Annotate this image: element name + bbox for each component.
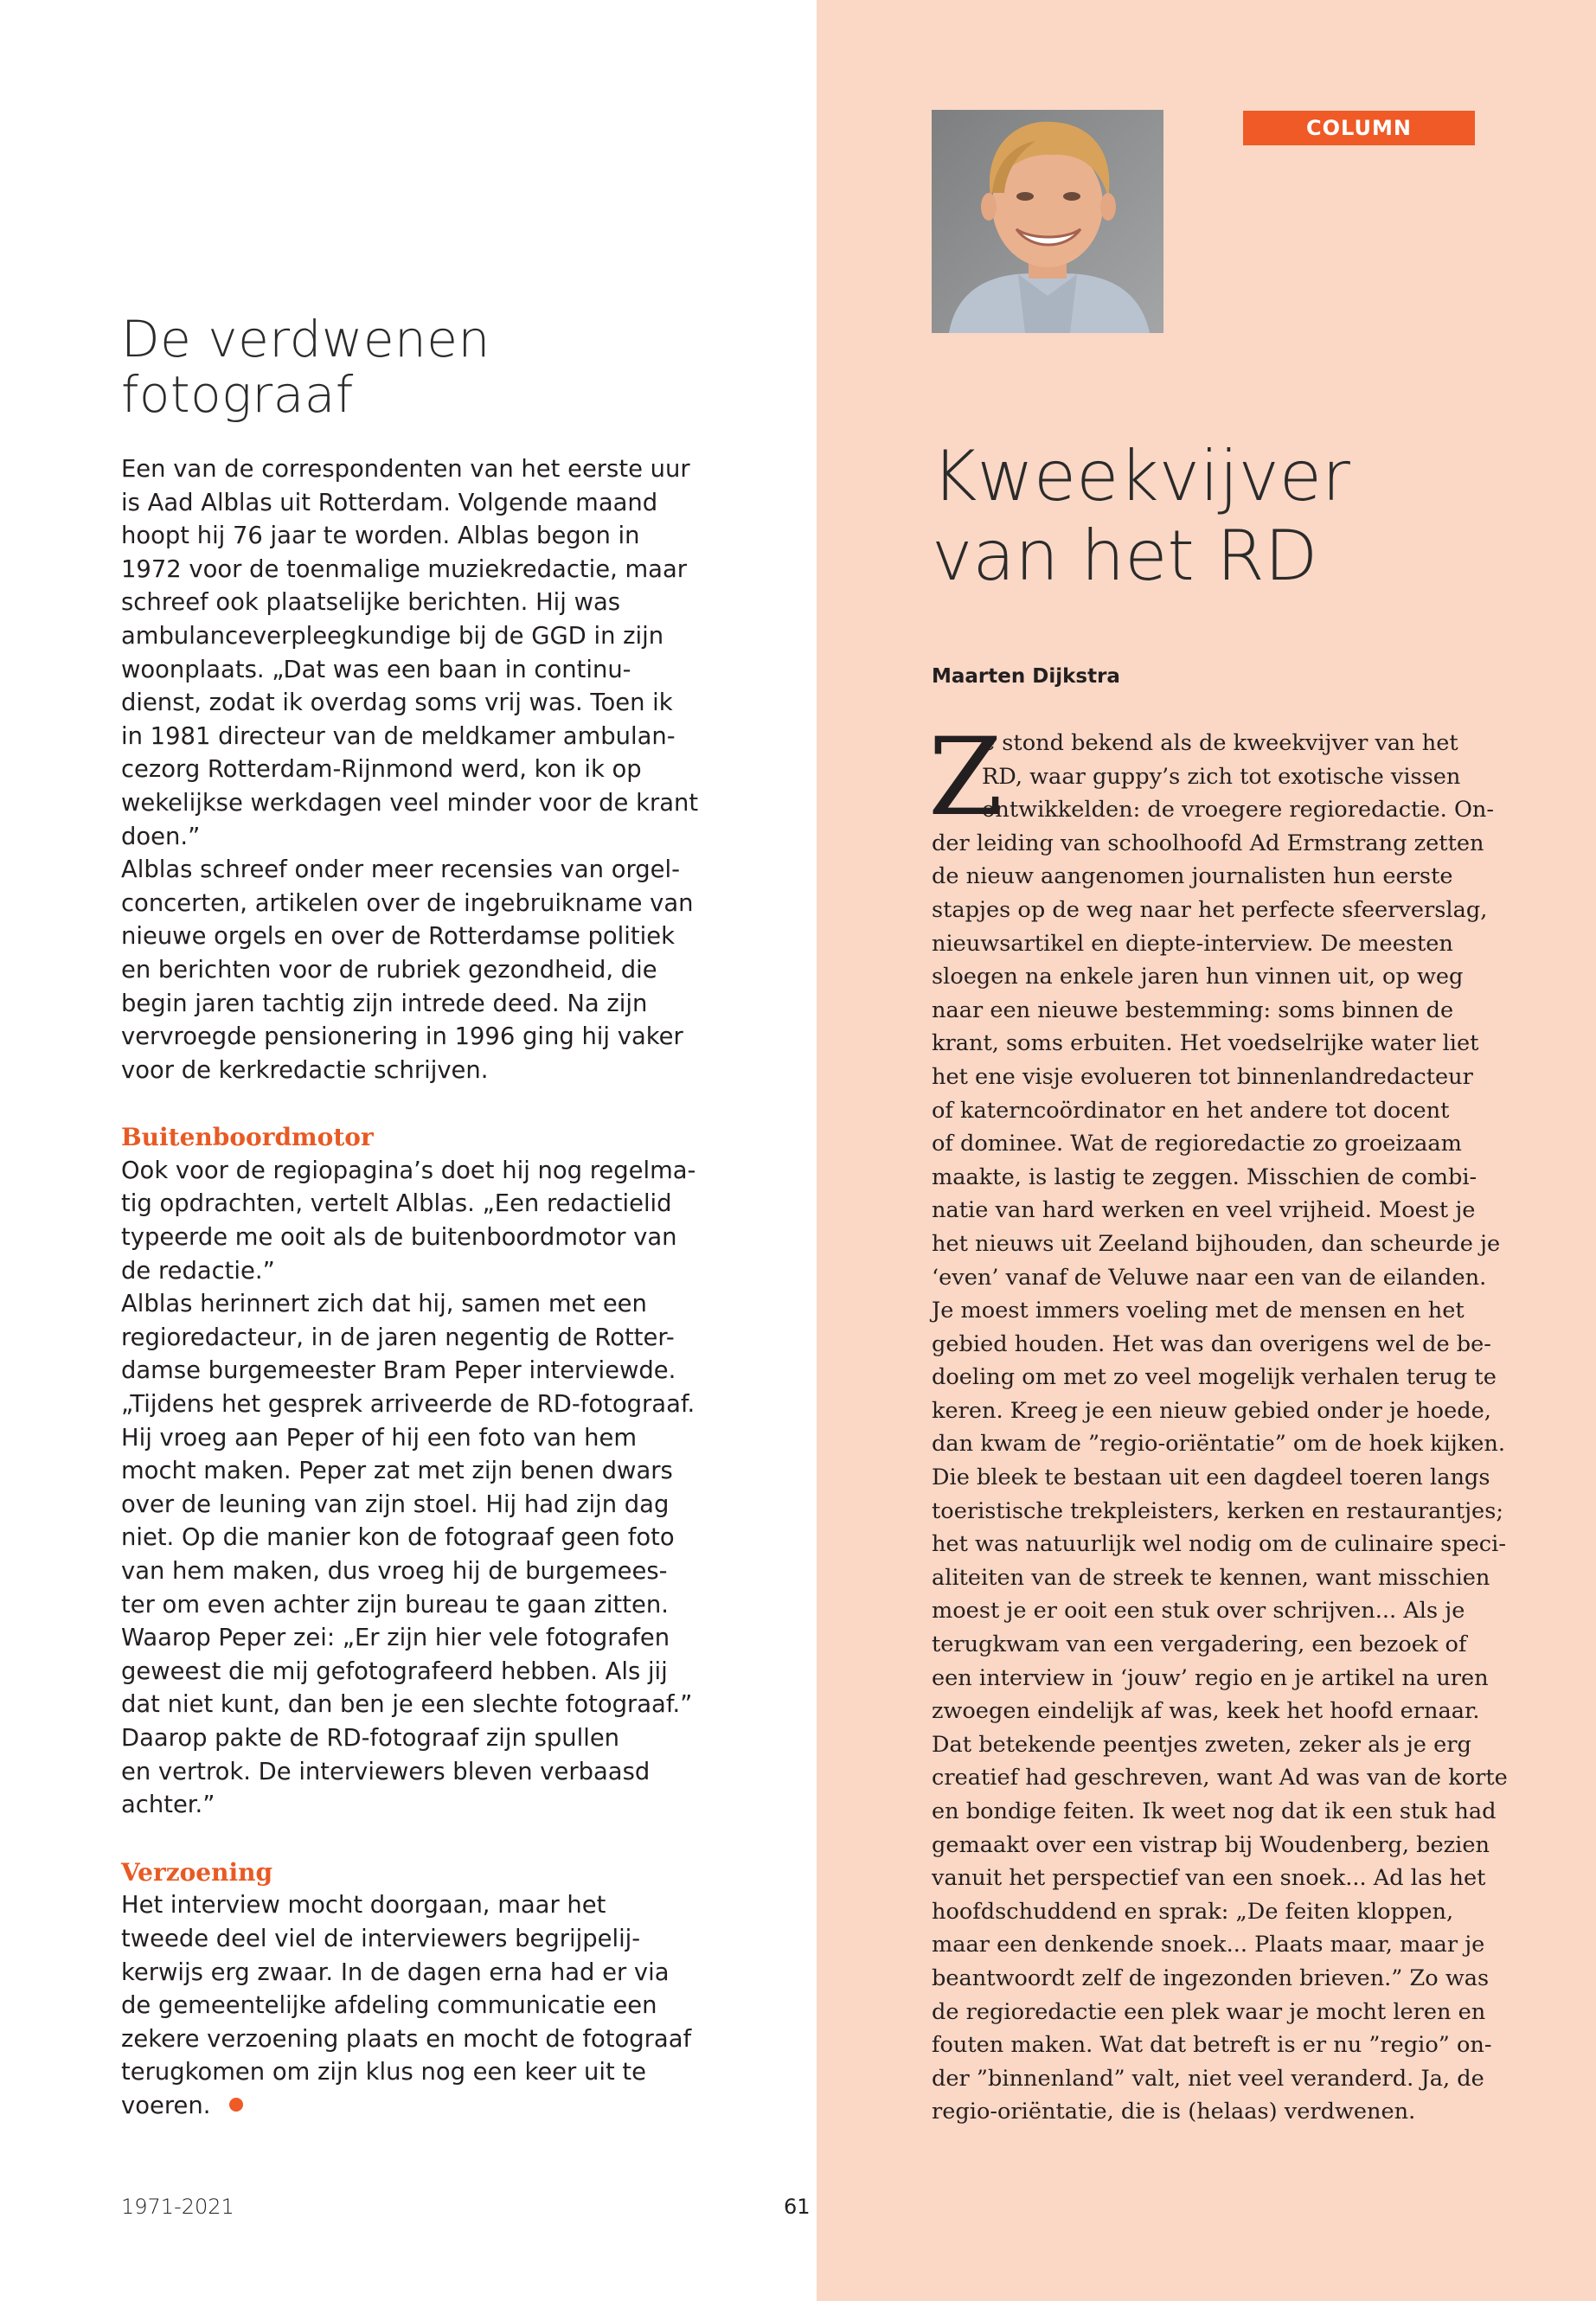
footer-years: 1971-2021 [121,2195,234,2219]
left-title-line-1: De verdwenen [121,310,490,369]
drop-cap: Z [928,715,1003,840]
left-paragraph-4 [121,1288,695,1823]
text-line: ontwikkelden: de vroegere regioredactie. On- [982,797,1495,824]
text-line: RD, waar guppy’s zich tot exotische vissen [982,763,1461,790]
text-line: moest je er ooit een stuk over schrijven... Als je [932,1598,1465,1625]
drop-cap-lines [932,727,1495,827]
end-mark-dot [229,2098,243,2112]
text-line: doen.” [121,823,201,850]
column-tag: COLUMN [1243,111,1475,145]
text-line: natie van hard werken en veel vrijheid. Moest je [932,1197,1476,1224]
text-line: dat niet kunt, dan ben je een slechte fotograaf.” [121,1691,693,1719]
text-line: regioredacteur, in de jaren negentig de Rotter- [121,1324,675,1351]
left-paragraph-1 [121,453,699,854]
text-line: mocht maken. Peper zat met zijn benen dwars [121,1458,673,1485]
text-line: Je moest immers voeling met de mensen en het [932,1298,1465,1324]
text-line: damse burgemeester Bram Peper interviewde. [121,1357,676,1385]
text-line: Die bleek te bestaan uit een dagdeel toeren langs [932,1465,1490,1491]
right-body-lines [932,827,1508,2129]
text-line: terugkomen om zijn klus nog een keer uit te [121,2059,647,2086]
text-line: een interview in ‘jouw’ regio en je artikel na uren [932,1664,1489,1691]
text-line: of dominee. Wat de regioredactie zo groeizaam [932,1131,1462,1157]
right-title-line-2: van het RD [932,516,1318,596]
right-article-title [932,437,1537,596]
text-line: ‘even’ vanaf de Veluwe naar een van de eilanden. [932,1264,1487,1291]
text-line: het ene visje evolueren tot binnenlandredacteur [932,1063,1473,1090]
text-line: Hij vroeg aan Peper of hij een foto van hem [121,1424,638,1452]
text-line: dienst, zodat ik overdag soms vrij was. Toen ik [121,689,673,717]
text-line: Alblas schreef onder meer recensies van orgel- [121,856,681,884]
text-line: de redactie.” [121,1257,275,1285]
text-line: het nieuws uit Zeeland bijhouden, dan scheurde je [932,1230,1501,1257]
text-line: typeerde me ooit als de buitenboordmotor van [121,1224,677,1252]
text-line: de regioredactie een plek waar je mocht leren en [932,1998,1486,2025]
text-line: tig opdrachten, vertelt Alblas. „Een redactielid [121,1190,672,1218]
text-line: het was natuurlijk wel nodig om de culinaire speci- [932,1531,1506,1558]
text-line: maar een denkende snoek... Plaats maar, maar je [932,1932,1485,1958]
right-title-line-1: Kweekvijver [932,436,1350,516]
text-line: nieuwsartikel en diepte-interview. De meesten [932,930,1453,957]
text-line: hoofdschuddend en sprak: „De feiten kloppen, [932,1898,1454,1925]
text-line: nieuwe orgels en over de Rotterdamse politiek [121,923,675,951]
text-line: doeling om met zo veel mogelijk verhalen terug te [932,1364,1497,1391]
text-line: vanuit het perspectief van een snoek... Ad las het [932,1865,1486,1892]
text-line: geweest die mij gefotografeerd hebben. Als jij [121,1657,668,1685]
text-line: van hem maken, dus vroeg hij de burgemees- [121,1558,668,1585]
text-line: dan kwam de ”regio-oriëntatie” om de hoek kijken. [932,1431,1506,1458]
text-line: Een van de correspondenten van het eerste uur [121,456,690,483]
text-line: zekere verzoening plaats en mocht de fotograaf [121,2025,692,2053]
text-line: beantwoordt zelf de ingezonden brieven.” Zo was [932,1965,1490,1991]
text-line: hoopt hij 76 jaar te worden. Alblas begon in [121,522,640,550]
text-line: e stond bekend als de kweekvijver van het [982,730,1458,756]
left-paragraph-3 [121,1155,696,1288]
text-line: is Aad Alblas uit Rotterdam. Volgende maand [121,489,658,516]
text-line: fouten maken. Wat dat betreft is er nu ”regio” on- [932,2032,1492,2059]
text-line: tweede deel viel de interviewers begrijpelij- [121,1925,641,1952]
text-line: Waarop Peper zei: „Er zijn hier vele fotografen [121,1625,670,1652]
text-line: „Tijdens het gesprek arriveerde de RD-fotograaf. [121,1391,695,1419]
left-article [121,310,699,2124]
text-line: sloegen na enkele jaren hun vinnen uit, op weg [932,964,1464,990]
heading-buitenboordmotor: Buitenboordmotor [121,1123,374,1152]
text-line: niet. Op die manier kon de fotograaf geen foto [121,1524,675,1552]
text-line: concerten, artikelen over de ingebruikname van [121,889,694,917]
text-line: der leiding van schoolhoofd Ad Ermstrang zetten [932,830,1484,856]
portrait-image [932,110,1163,333]
text-line: en berichten voor de rubriek gezondheid, die [121,956,657,984]
text-line: voor de kerkredactie schrijven. [121,1056,489,1084]
left-paragraph-2 [121,854,694,1087]
text-line: gebied houden. Het was dan overigens wel de be- [932,1330,1491,1357]
text-line: krant, soms erbuiten. Het voedselrijke water liet [932,1030,1479,1057]
text-line: Ook voor de regiopagina’s doet hij nog regelma- [121,1157,696,1184]
text-line: de nieuw aangenomen journalisten hun eerste [932,863,1453,890]
text-line: maakte, is lastig te zeggen. Misschien de combi- [932,1163,1477,1190]
text-line: woonplaats. „Dat was een baan in continu- [121,656,631,683]
text-line: begin jaren tachtig zijn intrede deed. Na zijn [121,990,648,1017]
text-line: regio-oriëntatie, die is (helaas) verdwenen. [932,2099,1416,2125]
text-line: der ”binnenland” valt, niet veel veranderd. Ja, de [932,2065,1484,2092]
text-line: creatief had geschreven, want Ad was van de korte [932,1765,1508,1791]
left-title-line-2: fotograaf [121,365,354,424]
text-line: de gemeentelijke afdeling communicatie een [121,1992,657,2020]
text-line: zwoegen eindelijk af was, keek het hoofd ernaar. [932,1698,1480,1725]
text-line: of katerncoördinator en het andere tot docent [932,1097,1450,1124]
right-article-body [928,715,1508,2129]
text-line: voeren. [121,2090,675,2124]
text-line: ambulanceverpleegkundige bij de GGD in zijn [121,622,664,650]
text-line: stapjes op de weg naar het perfecte sfeerverslag, [932,896,1488,923]
text-line: Dat betekende peentjes zweten, zeker als je erg [932,1731,1471,1758]
text-line: cezorg Rotterdam-Rijnmond werd, kon ik op [121,756,642,784]
text-line: achter.” [121,1791,215,1819]
text-line: schreef ook plaatselijke berichten. Hij was [121,589,621,617]
text-line: gemaakt over een vistrap bij Woudenberg, bezien [932,1831,1490,1858]
text-line: Daarop pakte de RD-fotograaf zijn spullen [121,1724,620,1752]
text-line: en vertrok. De interviewers bleven verbaasd [121,1758,651,1785]
text-line: naar een nieuwe bestemming: soms binnen de [932,997,1454,1023]
text-line: aliteiten van de streek te kennen, want misschien [932,1564,1490,1591]
left-paragraph-5 [121,1889,692,2123]
text-line: 1972 voor de toenmalige muziekredactie, maar [121,555,688,583]
text-line: keren. Kreeg je een nieuw gebied onder je hoede, [932,1397,1491,1424]
author-portrait-photo [932,110,1163,333]
text-line: toeristische trekpleisters, kerken en restaurantjes; [932,1497,1503,1524]
text-line: wekelijkse werkdagen veel minder voor de krant [121,789,699,817]
page-number: 61 [784,2195,811,2219]
text-line: over de leuning van zijn stoel. Hij had zijn dag [121,1490,670,1518]
heading-verzoening: Verzoening [121,1857,273,1887]
text-line: terugkwam van een vergadering, een bezoek of [932,1631,1467,1658]
text-line: kerwijs erg zwaar. In de dagen erna had er via [121,1958,670,1986]
text-line: vervroegde pensionering in 1996 ging hij vaker [121,1023,683,1051]
text-line: ter om even achter zijn bureau te gaan zitten. [121,1591,669,1618]
text-line: en bondige feiten. Ik weet nog dat ik een stuk had [932,1798,1497,1824]
author-byline: Maarten Dijkstra [932,665,1120,688]
text-line: Alblas herinnert zich dat hij, samen met een [121,1291,647,1318]
text-line: Het interview mocht doorgaan, maar het [121,1892,606,1920]
left-article-title [121,311,675,422]
text-line: in 1981 directeur van de meldkamer ambulan- [121,722,676,750]
